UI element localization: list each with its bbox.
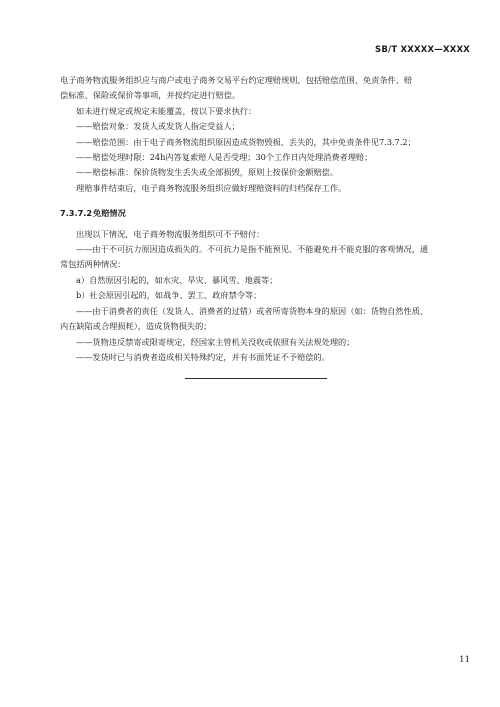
list-item: ——赔偿处理时限：24h内答复索赔人是否受理；30个工作日内处理消费者理赔； (76, 152, 373, 163)
paragraph-line: 内在缺陷或合理损耗），造成货物损失的； (60, 321, 212, 332)
page-number: 11 (459, 655, 470, 665)
list-item: ——发货时已与消费者造成相关特殊约定，并有书面凭证不予赔偿的。 (76, 351, 330, 362)
list-item: a）自然原因引起的，如水灾、旱灾、暴风雪、地震等； (76, 274, 278, 285)
list-item: ——赔偿对象：发货人或发货人指定受益人； (76, 121, 240, 132)
list-item: ——赔偿标准：保价货物发生丢失或全部损毁，原则上按保价金额赔偿。 (76, 167, 339, 178)
end-rule (185, 378, 327, 379)
paragraph-line: 电子商务物流服务组织应与商户或电子商务交易平台约定理赔规则，包括赔偿范围、免责条件、赔 (60, 75, 413, 85)
section-heading (60, 206, 452, 221)
list-item: ——由于消费者的责任（发货人、消费者的过错）或者所寄货物本身的原因（如：货物自然性质、 (76, 305, 429, 316)
paragraph-line: 出现以下情况，电子商务物流服务组织可不予赔付： (76, 228, 265, 239)
document-body (60, 73, 452, 365)
paragraph-line: 常包括两种情况： (60, 259, 126, 270)
paragraph-line: 偿标准、保险或保价等事项，并按约定进行赔偿。 (60, 90, 241, 101)
list-item: b）社会原因引起的，如战争、罢工、政府禁令等； (76, 290, 262, 301)
list-item: ——由于不可抗力原因造成损失的。不可抗力是指不能预见、不能避免并不能克服的客观情况，通 (76, 244, 429, 255)
list-item: ——货物违反禁寄或限寄规定，经国家主管机关没收或依照有关法规处理的； (76, 336, 355, 347)
paragraph-line: 如未进行规定或规定未能覆盖，按以下要求执行： (76, 105, 257, 116)
section-number: 7.3.7.2 (60, 208, 93, 219)
standard-code: SB/T XXXXX—XXXX (375, 45, 470, 55)
paragraph-line: 理赔事件结束后，电子商务物流服务组织应做好理赔资料的归档保存工作。 (76, 182, 347, 193)
list-item: ——赔偿范围：由于电子商务物流组织原因造成货物毁损、丢失的，其中免责条件见7.3.7.2； (76, 136, 416, 147)
section-title: 免赔情况 (93, 208, 126, 219)
